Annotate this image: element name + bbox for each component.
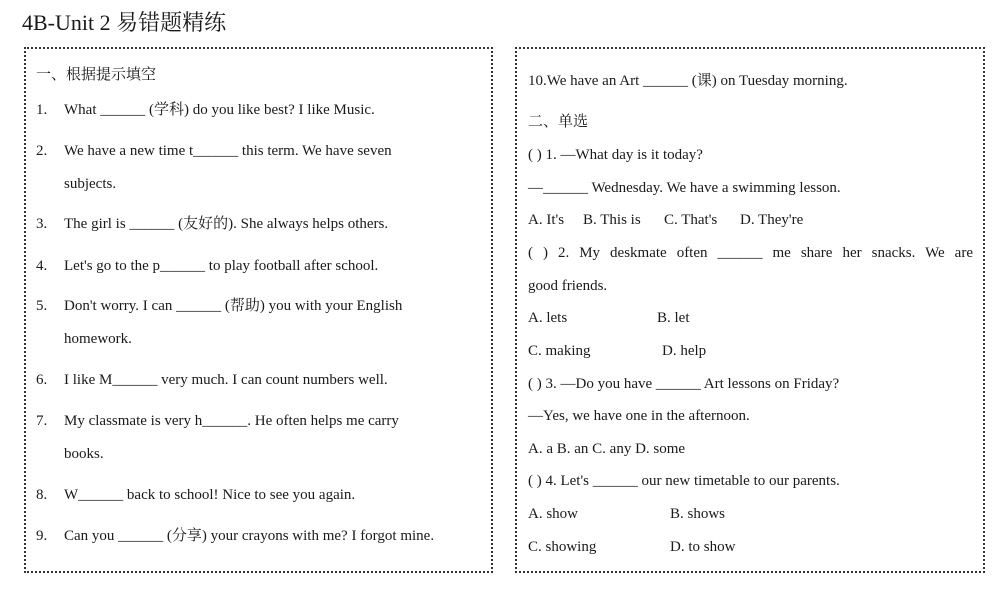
item-number: 8. xyxy=(36,487,48,503)
item-text: My classmate is very h______. He often helps me carry xyxy=(64,413,399,429)
option-b: B. let xyxy=(657,310,690,326)
mc-question-2-stem: ( ) 2. My deskmate often ______ me share her snacks. We are xyxy=(528,245,973,261)
mc-question-3-stem: ( ) 3. —Do you have ______ Art lessons on Friday? xyxy=(528,376,840,392)
question-item-10: 10.We have an Art ______ (课) on Tuesday morning. xyxy=(528,73,848,89)
section-heading-fill-blanks: 一、根据提示填空 xyxy=(36,65,157,83)
item-text: Can you ______ (分享) your crayons with me? I forgot mine. xyxy=(64,528,435,544)
item-text: I like M______ very much. I can count numbers well. xyxy=(64,372,388,388)
item-number: 5. xyxy=(36,298,48,314)
item-number: 4. xyxy=(36,258,48,274)
item-number: 7. xyxy=(36,413,48,429)
item-number: 6. xyxy=(36,372,48,388)
option-d: D. to show xyxy=(670,539,736,555)
option-b: B. shows xyxy=(670,506,726,522)
mc-question-3-line2: —Yes, we have one in the afternoon. xyxy=(528,408,750,424)
option-d: D. They're xyxy=(740,212,804,228)
option-d: D. help xyxy=(662,343,707,359)
option-a: A. It's xyxy=(528,212,565,228)
item-text: W______ back to school! Nice to see you again. xyxy=(64,487,356,503)
item-text-cont: subjects. xyxy=(64,176,117,192)
page-title: 4B-Unit 2 易错题精练 xyxy=(22,10,227,35)
item-number: 2. xyxy=(36,143,48,159)
mc-question-1-stem: ( ) 1. —What day is it today? xyxy=(528,147,703,163)
option-c: C. showing xyxy=(528,539,597,555)
item-number: 9. xyxy=(36,528,48,544)
section-heading-multiple-choice: 二、单选 xyxy=(528,112,589,130)
item-text: Don't worry. I can ______ (帮助) you with your English xyxy=(64,298,403,314)
mc-question-1-line2: —______ Wednesday. We have a swimming lesson. xyxy=(528,180,841,196)
option-c: C. That's xyxy=(664,212,718,228)
option-a: A. show xyxy=(528,506,579,522)
option-c: C. making xyxy=(528,343,591,359)
item-number: 3. xyxy=(36,216,48,232)
option-a: A. lets xyxy=(528,310,568,326)
item-text: We have a new time t______ this term. We have seven xyxy=(64,143,392,159)
item-text-cont: homework. xyxy=(64,331,132,347)
item-text: Let's go to the p______ to play football after school. xyxy=(64,258,379,274)
item-text: The girl is ______ (友好的). She always helps others. xyxy=(64,216,389,232)
item-text: What ______ (学科) do you like best? I like Music. xyxy=(64,102,375,118)
item-number: 1. xyxy=(36,102,48,118)
mc-question-3-options: A. a B. an C. any D. some xyxy=(528,441,686,457)
mc-question-4-stem: ( ) 4. Let's ______ our new timetable to our parents. xyxy=(528,473,840,489)
option-b: B. This is xyxy=(583,212,641,228)
item-text-cont: books. xyxy=(64,446,104,462)
mc-question-2-cont: good friends. xyxy=(528,278,608,294)
